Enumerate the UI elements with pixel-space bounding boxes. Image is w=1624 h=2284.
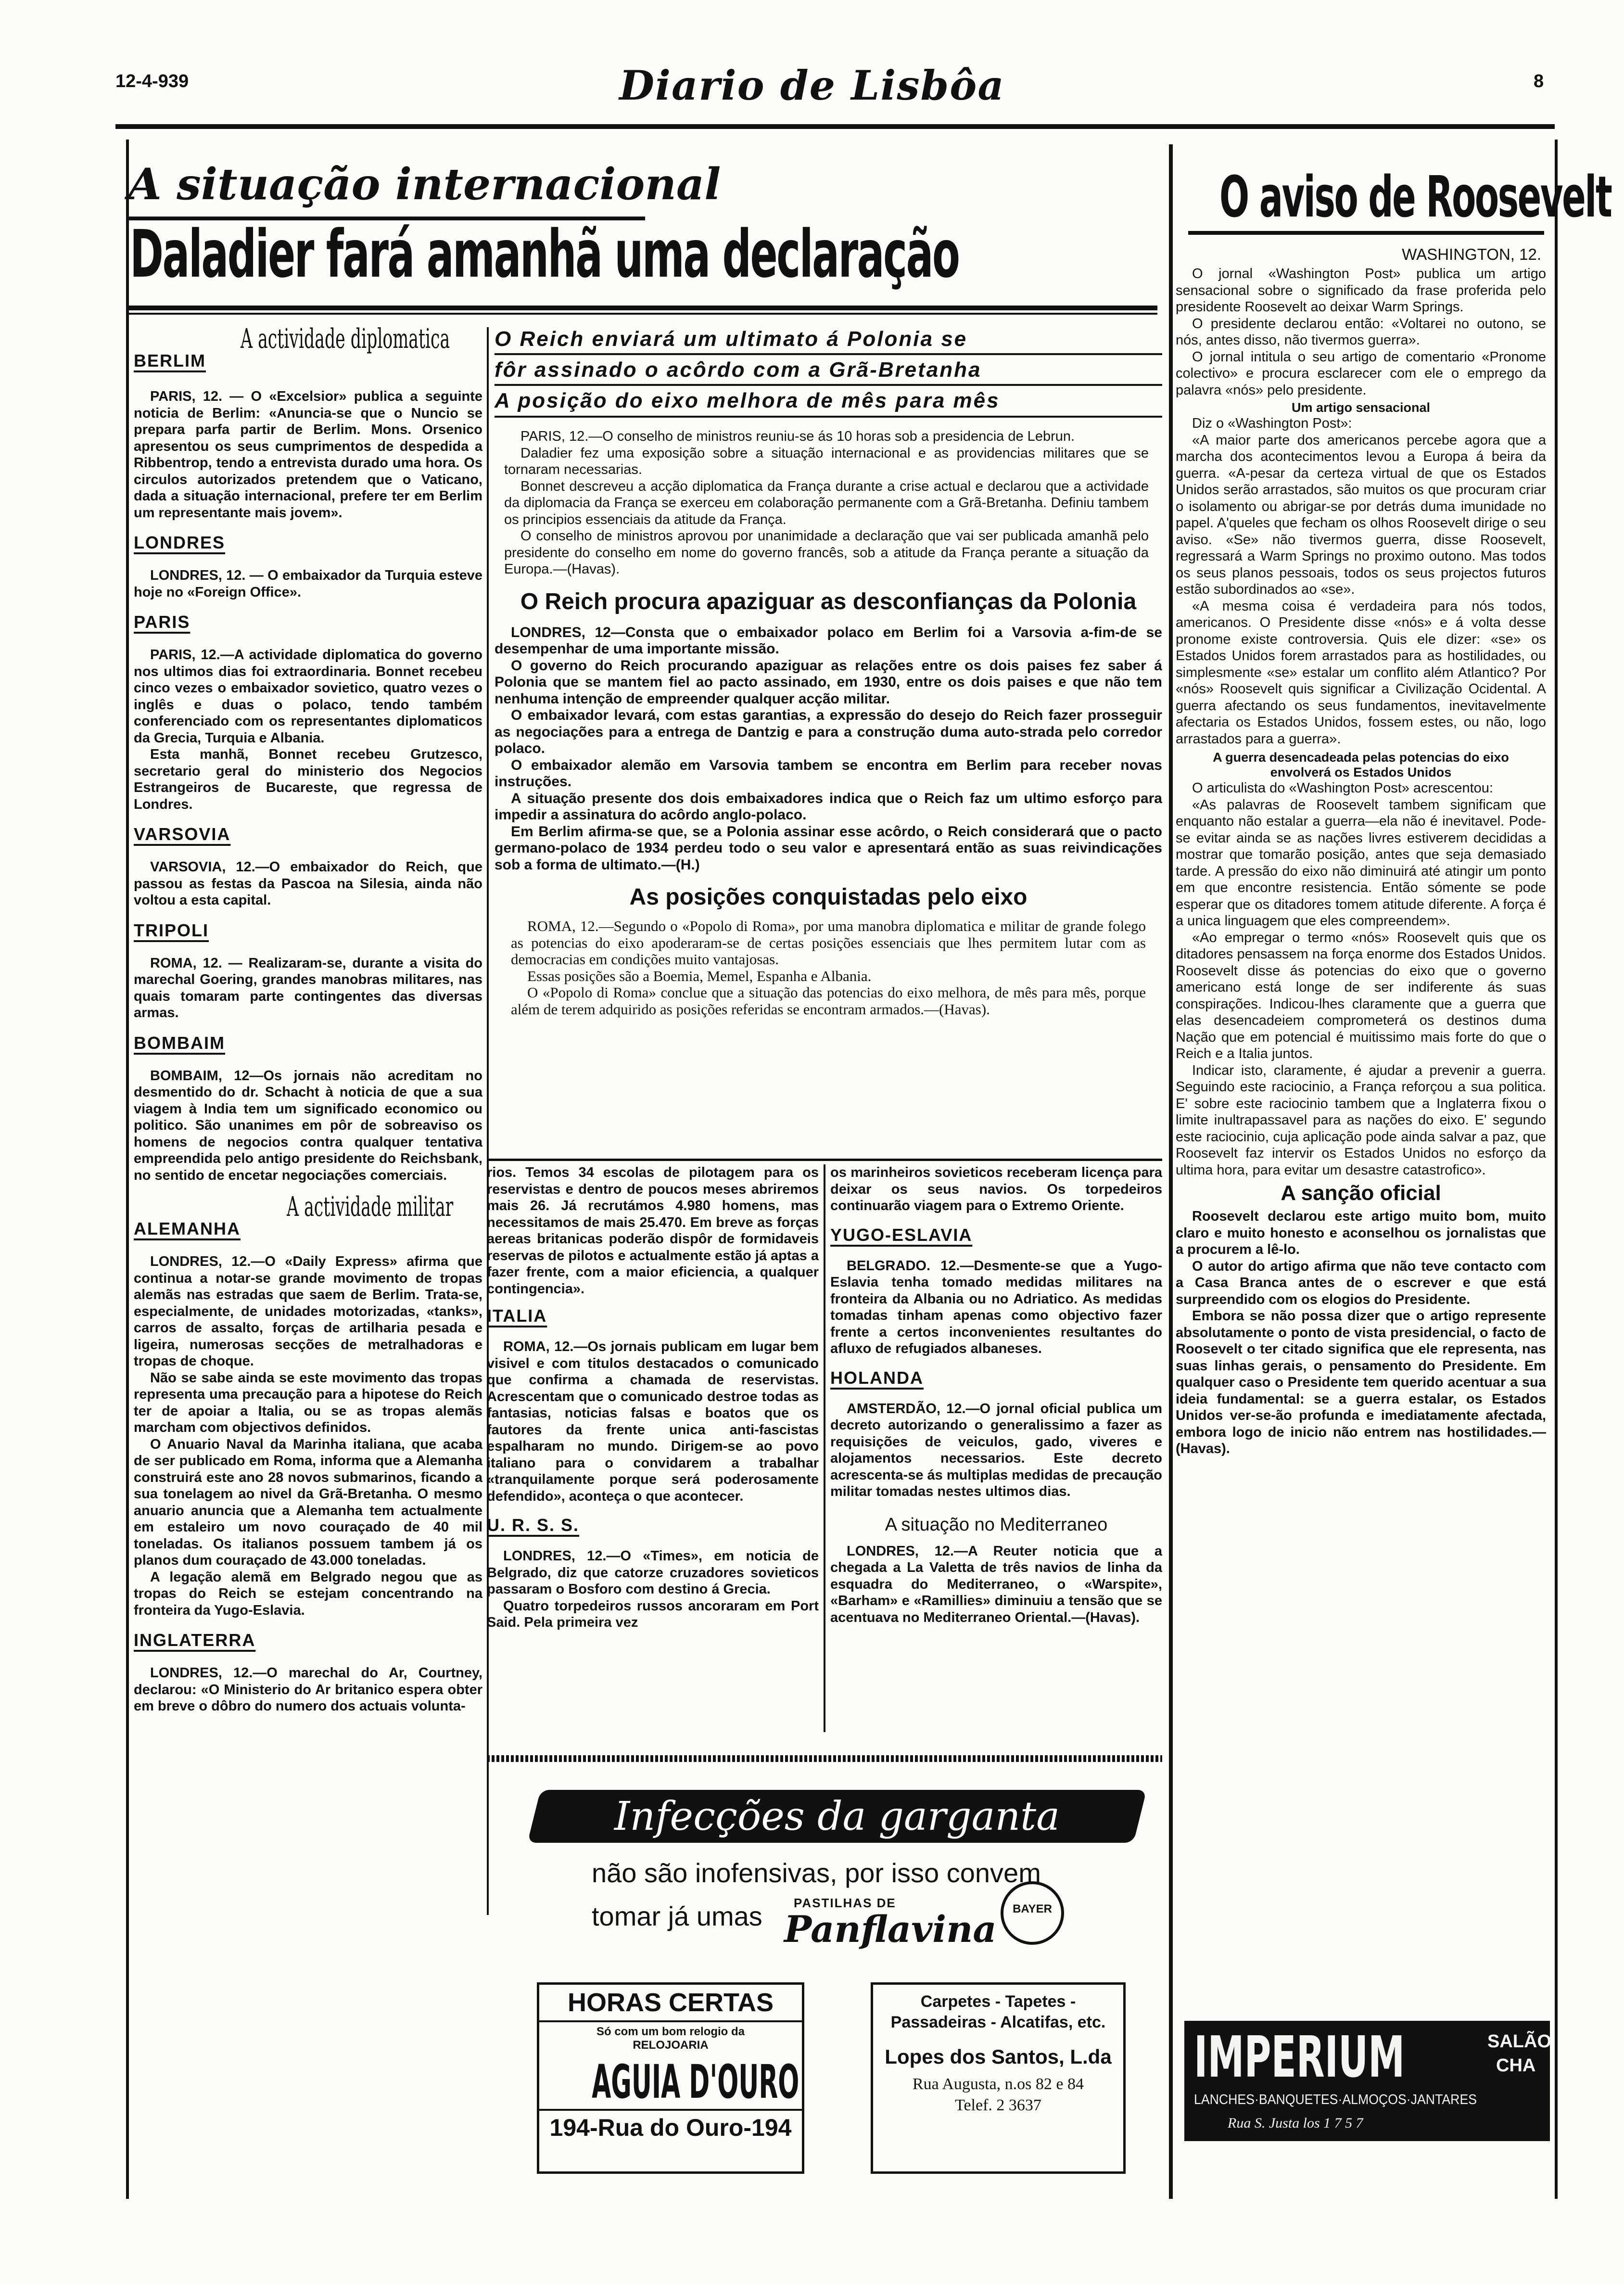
ad-carpetes-line2: Passadeiras - Alcatifas, etc. — [890, 2013, 1106, 2031]
italia-text: ROMA, 12.—Os jornais publicam em lugar bem visivel e com titulos destacados o comunicado que confirma a chamada de reservistas. Acrescentam que o comunicado destroe todas as fantasias, noticias falsas e boatos que os fautores da frente unica anti-fascistas espalharam no mundo. Dirigem-se ao povo italiano para o convidarem a trabalhar «tranquilamente porque será poderosamente defendido», aconteça o que acontecer. — [487, 1339, 819, 1504]
section-bombaim: BOMBAIM — [134, 1033, 225, 1053]
center-split-rule — [487, 1159, 1162, 1161]
ad-horas-name: AGUIA D'OURO — [592, 2055, 799, 2109]
ad-horas-addr: 194-Rua do Ouro-194 — [539, 2109, 802, 2142]
heading-sancao: A sanção oficial — [1281, 1181, 1441, 1205]
sub-artigo-sensacional: Um artigo sensacional — [1291, 400, 1431, 415]
ad-horas-title: HORAS CERTAS — [539, 1985, 802, 2022]
center-col-b — [830, 1164, 1162, 1626]
posicoes-text: ROMA, 12.—Segundo o «Popolo di Roma», por uma manobra diplomatica e militar de grande folego as potencias do eixo apoderaram-se de certas posições essenciais que lhes permitem lutar com as democracias em condições muito vantajosas. Essas posições são a Boemia, Memel, Espanha e Albania. O «Popolo di Roma» conclue que a situação das potencias do eixo melhora, de mês para mês, porque além de terem adquirido as posições referidas se encontram armados.—(Havas). — [511, 918, 1146, 1018]
ad-carpetes-addr: Rua Augusta, n.os 82 e 84 — [912, 2075, 1084, 2093]
reich-text: LONDRES, 12—Consta que o embaixador polaco em Berlim foi a Varsovia a-fim-de se desempenhar de uma importante missão. O governo do Reich procurando apaziguar as relações entre os dois paises fez saber á Polonia que se mantem fiel ao pacto assinado, em 1930, entre os dois paises e que não tem nenhuma intenção de empreender qualquer acção militar. O embaixador levará, com estas garantias, a expressão do desejo do Reich fazer prosseguir as negociações para a entrega de Dantzig e para a construção duma auto-strada pelo corredor polaco. O embaixador alemão em Varsovia tambem se encontra em Berlim para receber novas instruções. A situação presente dos dois embaixadores indica que o Reich faz um ultimo esforço para impedir a assinatura do acôrdo anglo-polaco. Em Berlim afirma-se que, se a Polonia assinar esse acôrdo, o Reich considerará que o pacto germano-polaco de 1934 perdeu todo o seu valor e apresentará então as suas reivindicações sob a forma de ultimato.—(H.) — [495, 624, 1162, 873]
activ-diplomatica-heading: A actividade diplomatica — [241, 323, 450, 355]
med-text: LONDRES, 12.—A Reuter noticia que a chegada a La Valetta de três navios de linha da esquadra do Mediterraneo, o «Warspite», «Barham» e «Ramillies» diminuiu a tensão que se acentuava no Mediterraneo Oriental.—(Havas). — [830, 1543, 1162, 1625]
activ-militar-heading: A actividade militar — [287, 1191, 454, 1223]
header-rule — [115, 124, 1555, 129]
heading-posicoes: As posições conquistadas pelo eixo — [629, 884, 1028, 910]
frame-right — [1555, 140, 1558, 2199]
ad-carpetes — [871, 1982, 1126, 2174]
eixo-text: PARIS, 12.—O conselho de ministros reuniu-se ás 10 horas sob a presidencia de Lebrun. Daladier fez uma exposição sobre a situação internacional e as providencias militares que se tornaram necessarias. Bonnet descreveu a acção diplomatica da França durante a crise actual e declarou que a actividade da diplomacia da França se exerceu em colaboração permanente com a Grã-Bretanha. Definiu tambem os principios essenciais da atitude da França. O conselho de ministros aprovou por unanimidade a declaração que vai ser publicada amanhã pelo presidente do conselho em nome do governo francês, sob a atitude da França perante a situação da Europa.—(Havas). — [504, 429, 1149, 577]
section-varsovia: VARSOVIA — [134, 824, 231, 844]
center-top — [495, 327, 1162, 1018]
section-inglaterra: INGLATERRA — [134, 1630, 256, 1650]
section-yugo: YUGO-ESLAVIA — [830, 1225, 973, 1245]
ad-imperium-addr: Rua S. Justa los 1 7 5 7 — [1228, 2115, 1363, 2131]
subhead-1: O Reich enviará um ultimato á Polonia se — [495, 327, 968, 351]
subhead-3: A posição do eixo melhora de mês para mês — [495, 389, 1000, 412]
inglaterra-text: LONDRES, 12.—O marechal do Ar, Courtney, declarou: «O Ministerio do Ar britanico espera obter em breve o dôbro do numero dos actuais volunta- — [134, 1665, 482, 1714]
berlim-text: PARIS, 12. — O «Excelsior» publica a seguinte noticia de Berlim: «Anuncia-se que o Nuncio se prepara parfa partir de Berlim. Mons. Orsenico apresentou os seus cumprimentos de despedida a Ribbentrop, tendo a entrevista durado uma hora. Os circulos autorizados pretendem que o Vaticano, dada a situação internacional, prefere ter em Berlim um representante mais jovem». — [134, 389, 482, 521]
section-londres: LONDRES — [134, 533, 226, 552]
center-col-a — [487, 1164, 819, 1631]
section-urss: U. R. S. S. — [487, 1515, 580, 1535]
roosevelt-title: O aviso de Roosevelt — [1219, 164, 1611, 230]
main-headline: Daladier fará amanhã uma declaração — [130, 217, 959, 293]
ad-carpetes-name: Lopes dos Santos, L.da — [885, 2045, 1112, 2068]
headline-rule — [128, 306, 1157, 310]
urss-text: LONDRES, 12.—O «Times», em noticia de Belgrado, diz que catorze cruzadores sovieticos passaram o Bosforo com destino á Grecia. Quatro torpedeiros russos ancoraram em Port Said. Pela primeira vez — [487, 1548, 819, 1630]
page-date: 12-4-939 — [115, 71, 189, 91]
holanda-text: AMSTERDÃO, 12.—O jornal oficial publica um decreto autorizando o generalissimo a fazer as requisições de veiculos, gado, viveres e alojamentos necessarios. Este decreto acrescenta-se ás multiplas medidas de precaução militar tomadas nestes ultimos dias. — [830, 1401, 1162, 1499]
ad-script-headline: Infecções da garganta — [614, 1794, 1060, 1839]
ad-imperium-name: IMPERIUM — [1194, 2024, 1405, 2090]
subhead-2: fôr assinado o acôrdo com a Grã-Bretanha — [495, 358, 982, 382]
roosevelt-rule — [1188, 231, 1544, 235]
right-column — [1176, 245, 1546, 1457]
section-italia: ITALIA — [487, 1306, 547, 1326]
frame-left — [126, 140, 129, 2199]
bombaim-text: BOMBAIM, 12—Os jornais não acreditam no desmentido do dr. Schacht à noticia de que a sua viagem à India tem um significado economico ou politico. São unanimes em pôr de sobreaviso os homens de negocios contra qualquer tentativa empreendida pelo antigo presidente do Reichsbank, no sentido de encetar negociações comerciais. — [134, 1068, 482, 1183]
ad-imperium — [1184, 2021, 1550, 2141]
ad-imperium-side2: CHA — [1496, 2055, 1536, 2076]
yugo-text: BELGRADO. 12.—Desmente-se que a Yugo-Eslavia tenha tomado medidas militares na fronteira da Albania ou no Adriatico. As medidas tomadas tinham apenas como objectivo fazer frente a certos inconvenientes resultantes do afluxo de refugiados albaneses. — [830, 1258, 1162, 1356]
col-b-text: os marinheiros sovieticos receberam licença para deixar os seus navios. Os torpedeiros continuarão viagem para o Extremo Oriente. — [830, 1165, 1162, 1213]
section-alemanha: ALEMANHA — [134, 1219, 241, 1238]
heading-reich-apaziguar: O Reich procura apaziguar as desconfianças da Polonia — [520, 588, 1137, 614]
left-column — [134, 323, 482, 1715]
ad-brand: Panflavina — [784, 1908, 997, 1951]
londres-text: LONDRES, 12. — O embaixador da Turquia esteve hoje no «Foreign Office». — [134, 568, 482, 600]
ad-carpetes-tel: Telef. 2 3637 — [955, 2096, 1041, 2114]
bayer-cross-logo: BAYER — [1001, 1881, 1064, 1945]
ad-imperium-line: LANCHES·BANQUETES·ALMOÇOS·JANTARES — [1194, 2092, 1477, 2107]
center-bottom-rule — [487, 1755, 1162, 1762]
roosevelt-body-3: O articulista do «Washington Post» acrescentou: «As palavras de Roosevelt tambem significam que enquanto não estalar a guerra—ela não é inevitavel. Pode-se evitar ainda se as nações livres estiverem decididas a mostrar que tomarão posição, antes que seja demasiado tarde. A pressão do eixo não diminuirá até atingir um ponto em que encontre resistencia. Então sómente se pode esperar que os ditadores tomem atitude diferente. A força é a unica linguagem que eles compreendem». «Ao empregar o termo «nós» Roosevelt quis que os ditadores pensassem na força enorme dos Estados Unidos. Roosevelt disse ás potencias do eixo que o governo americano está longe de ser indiferente ás suas conspirações. Indicou-lhes claramente que a guerra que elas desencadeiem comprometerá os destinos duma Nação que em potencial é muitissimo mais forte do que o Reich e a Italia juntos. Indicar isto, claramente, é ajudar a prevenir a guerra. Seguindo este raciocinio, a França reforçou a sua politica. E' sobre este raciocinio tambem que a Inglaterra fixou o limite inultrapassavel para as nações do eixo. E' segundo este raciocinio, cuja aplicação pode ainda salvar a paz, que Roosevelt faz intervir os Estados Unidos no esforço da ultima hora, para evitar um desastre catastrofico». — [1176, 780, 1546, 1178]
alemanha-text: LONDRES, 12.—O «Daily Express» afirma que continua a notar-se grande movimento de tropas alemãs nas estradas que saem de Berlim. Trata-se, especialmente, de unidades motorizadas, «tanks», carros de assalto, forças de artilharia pesada e ligeira, numerosas secções de metralhadoras e tropas de choque. Não se sabe ainda se este movimento das tropas representa uma precaução para a hipotese do Reich ter de apoiar a Italia, ou se as tropas alemãs marcham com objectivos definidos. O Anuario Naval da Marinha italiana, que acaba de ser publicado em Roma, informa que a Alemanha construirá este ano 28 novos submarinos, ficando a sua tonelagem ao nivel da Grã-Bretanha. O mesmo anuario anuncia que a Alemanha tem actualmente em estaleiro um novo couraçado de 40 mil toneladas. Os italianos possuem tambem já os planos dum couraçado de 43.000 toneladas. A legação alemã em Belgrado negou que as tropas do Reich se estejam concentrando na fronteira da Yugo-Eslavia. — [134, 1254, 482, 1618]
roosevelt-body-2: Diz o «Washington Post»: «A maior parte dos americanos percebe agora que a marcha dos acontecimentos levou a Europa á beira da guerra. «A-pesar da certeza virtual de que os Estados Unidos serão arrastados, são muitos os que procuram criar o isolamento ou abrigar-se por detrás duma imunidade no papel. A'queles que fecham os olhos Roosevelt dirige o seu aviso. «Se» não tivermos guerra, disse Roosevelt, regressará a Warm Springs no proximo outono. Mas todos os seus planos pessoais, todos os seus projectos futuros estão subordinados ao «se». «A mesma coisa é verdadeira para nós todos, americanos. O Presidente disse «nós» e á volta desse pronome existe controversia. Quis ele dizer: «se» os Estados Unidos forem arrastados para as hostilidades, ou simplesmente «se» estalar um conflito além Atlantico? Por «nós» Roosevelt quis significar a Civilização Ocidental. A guerra afectando os seus fundamentos, inevitavelmente afectaria os Estados Unidos, fossem estes, ou não, logo arrastados para a guerra». — [1176, 416, 1546, 747]
ad-horas-certas — [537, 1982, 804, 2174]
right-col-divider — [1169, 144, 1173, 2199]
paris-text: PARIS, 12.—A actividade diplomatica do governo nos ultimos dias foi extraordinaria. Bonnet recebeu cinco vezes o embaixador sovietico, quatro vezes o inglês e duas o polaco, tendo também conferenciado com os representantes diplomaticos da Grecia, Turquia e Albania. Esta manhã, Bonnet recebeu Grutzesco, secretario geral do ministerio dos Negocios Estrangeiros de Bucareste, que regressa de Londres. — [134, 647, 482, 812]
ad-pastilhas — [534, 1780, 1140, 1963]
col-divider-1 — [487, 327, 489, 1915]
roosevelt-body-1: O jornal «Washington Post» publica um artigo sensacional sobre o significado da frase proferida pelo presidente Roosevelt ao deixar Warm Springs. O presidente declarou então: «Voltarei no outono, se nós, antes disso, não tivermos guerra». O jornal intitula o seu artigo de comentario «Pronome colectivo» e procura esclarecer com ele o emprego da palavra «nós» pelo presidente. — [1176, 266, 1546, 398]
section-paris: PARIS — [134, 612, 190, 632]
heading-mediterraneo: A situação no Mediterraneo — [885, 1514, 1108, 1535]
roosevelt-dateline: WASHINGTON, 12. — [1402, 245, 1541, 263]
ad-horas-sub: Só com um bom relogio da RELOJOARIA — [596, 2025, 745, 2052]
ad-line-1: não são inofensivas, por isso convem — [592, 1858, 1041, 1888]
headline-rule-thin — [128, 313, 1157, 315]
ad-carpetes-line1: Carpetes - Tapetes - — [920, 1992, 1076, 2011]
varsovia-text: VARSOVIA, 12.—O embaixador do Reich, que passou as festas da Pascoa na Silesia, ainda não voltou a esta capital. — [134, 859, 482, 908]
tripoli-text: ROMA, 12. — Realizaram-se, durante a visita do marechal Goering, grandes manobras militares, nas quais tomaram parte contingentes das diversas armas. — [134, 955, 482, 1021]
col-divider-2 — [824, 1164, 825, 1732]
section-berlim: BERLIM — [134, 351, 206, 370]
kicker: A situação internacional — [128, 159, 721, 210]
page-number: 8 — [1534, 71, 1544, 91]
ad-line-2: tomar já umas — [592, 1901, 762, 1931]
ad-imperium-side1: SALÃO — [1487, 2031, 1551, 2052]
ad-brand-top: PASTILHAS DE — [794, 1896, 896, 1910]
section-holanda: HOLANDA — [830, 1367, 924, 1388]
section-tripoli: TRIPOLI — [134, 920, 209, 940]
masthead: Diario de Lisbôa — [619, 62, 1005, 109]
sub-guerra-eixo: A guerra desencadeada pelas potencias do eixo envolverá os Estados Unidos — [1213, 750, 1509, 779]
roosevelt-body-4: Roosevelt declarou este artigo muito bom, muito claro e muito honesto e aconselhou os jornalistas que a procurem a lê-lo. O autor do artigo afirma que não teve contacto com a Casa Branca antes de o escrever e que está surpreendido com os elogios do Presidente. Embora se não possa dizer que o artigo represente absolutamente o ponto de vista presidencial, o facto de Roosevelt o ter citado significa que ele representa, nas suas linhas gerais, o pensamento do Presidente. Em qualquer caso o Presidente tem querido acentuar a sua ideia fundamental: se a guerra estalar, os Estados Unidos ver-se-ão profunda e imediatamente afectada, embora logo de inicio não entrem nas hostilidades.—(Havas). — [1176, 1209, 1546, 1456]
col-a-text: rios. Temos 34 escolas de pilotagem para os reservistas e dentro de poucos meses abriremos mais 26. Já recrutámos 4.980 homens, mas necessitamos de mais 25.470. Em breve as forças aereas britanicas poderão dispôr de formidaveis reservas de pilotos e actualmente estão já aptas a fazer frente, com a maior eficiencia, a qualquer contingencia». — [487, 1165, 819, 1297]
